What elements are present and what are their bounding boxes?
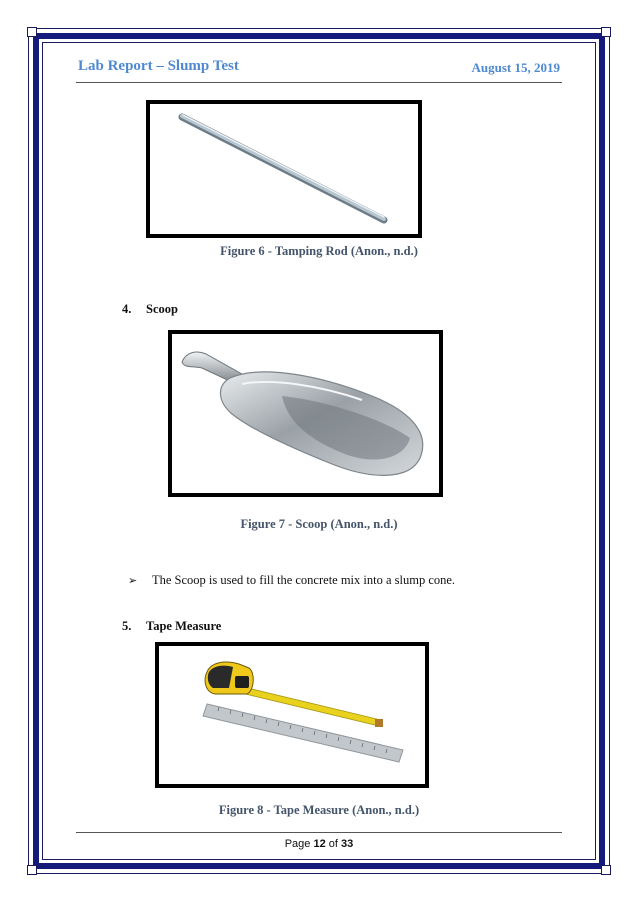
bullet-text: The Scoop is used to fill the concrete mix into a slump cone.: [152, 573, 456, 587]
current-page: 12: [313, 838, 326, 850]
page-of-label: of: [325, 838, 342, 850]
section-title: Tape Measure: [146, 619, 222, 633]
header-divider: [76, 82, 562, 83]
border-corner-ornament: [27, 27, 37, 37]
bullet-item: [128, 573, 455, 588]
figure-caption: Figure 6 - Tamping Rod (Anon., n.d.): [220, 244, 418, 258]
section-heading-scoop: [122, 302, 178, 317]
arrow-bullet-icon: ➢: [128, 575, 138, 587]
section-heading-tape-measure: [122, 619, 221, 634]
total-pages: 33: [341, 838, 354, 850]
scoop-image: [168, 330, 443, 497]
tamping-rod-image: [146, 100, 422, 238]
border-corner-ornament: [601, 865, 611, 875]
header-title: Lab Report – Slump Test: [78, 58, 239, 74]
page-number: [0, 838, 638, 850]
tape-measure-image: [155, 642, 429, 788]
figure-caption: Figure 7 - Scoop (Anon., n.d.): [240, 517, 398, 531]
page-label: Page: [284, 838, 314, 850]
section-title: Scoop: [146, 302, 178, 316]
footer-divider: [76, 832, 562, 833]
header-date: August 15, 2019: [471, 60, 560, 75]
section-number: 4.: [122, 302, 132, 316]
section-number: 5.: [122, 619, 132, 633]
border-corner-ornament: [601, 27, 611, 37]
figure-caption: Figure 8 - Tape Measure (Anon., n.d.): [218, 803, 420, 817]
border-corner-ornament: [27, 865, 37, 875]
